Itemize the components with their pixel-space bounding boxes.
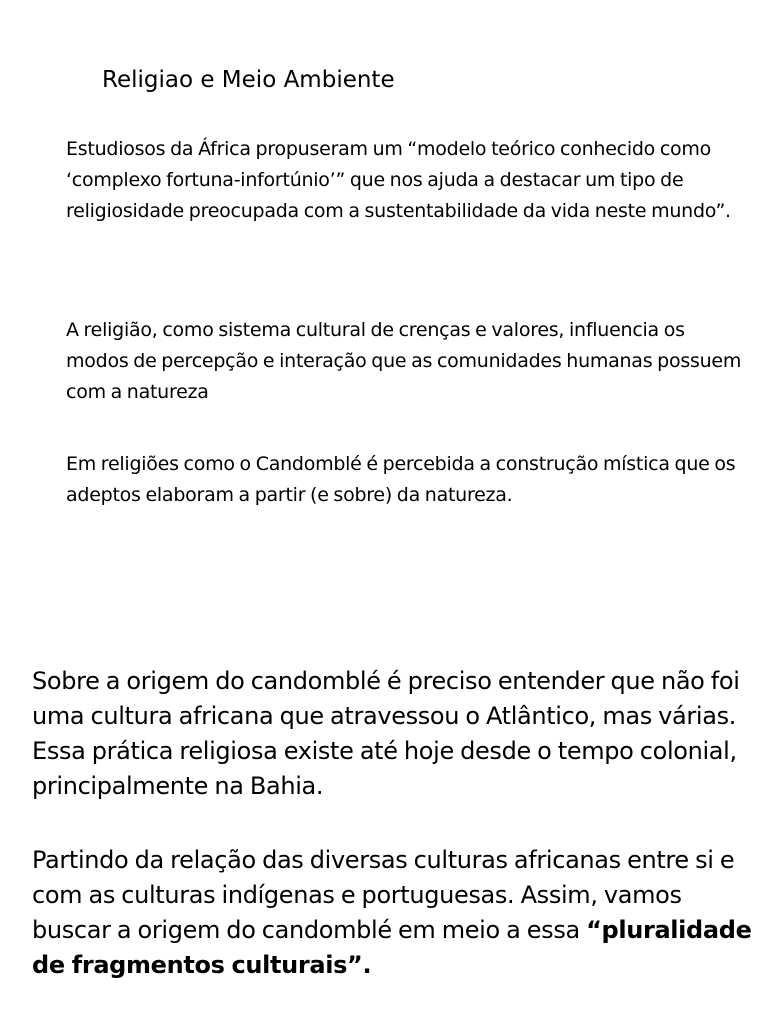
paragraph-pluralidade-text: Partindo da relação das diversas culturas africanas entre si e com as culturas indígenas e portuguesas. Assim, vamos buscar a origem do candomblé em meio a essa (32, 846, 735, 944)
paragraph-fortuna-infortunio: Estudiosos da África propuseram um “modelo teórico conhecido como ‘complexo fortuna-infortúnio’” que nos ajuda a destacar um tipo de religiosidade preocupada com a sustentabilidade da vida neste mundo”. (66, 138, 731, 222)
paragraph-candomble-natureza: Em religiões como o Candomblé é percebida a construção mística que os adeptos elaboram a partir (e sobre) da natureza. (66, 453, 736, 506)
page-title: Religiao e Meio Ambiente (102, 67, 395, 93)
paragraph-religiao-sistema-cultural: A religião, como sistema cultural de crenças e valores, influencia os modos de percepção e interação que as comunidades humanas possuem com a natureza (66, 319, 742, 403)
paragraph-pluralidade (32, 843, 752, 983)
paragraph-pluralidade-bold: “pluralidade de fragmentos culturais”. (32, 916, 752, 979)
paragraph-origem-candomble: Sobre a origem do candomblé é preciso entender que não foi uma cultura africana que atravessou o Atlântico, mas várias. Essa prática religiosa existe até hoje desde o tempo colonial, principalmente na Bahia. (32, 667, 740, 800)
